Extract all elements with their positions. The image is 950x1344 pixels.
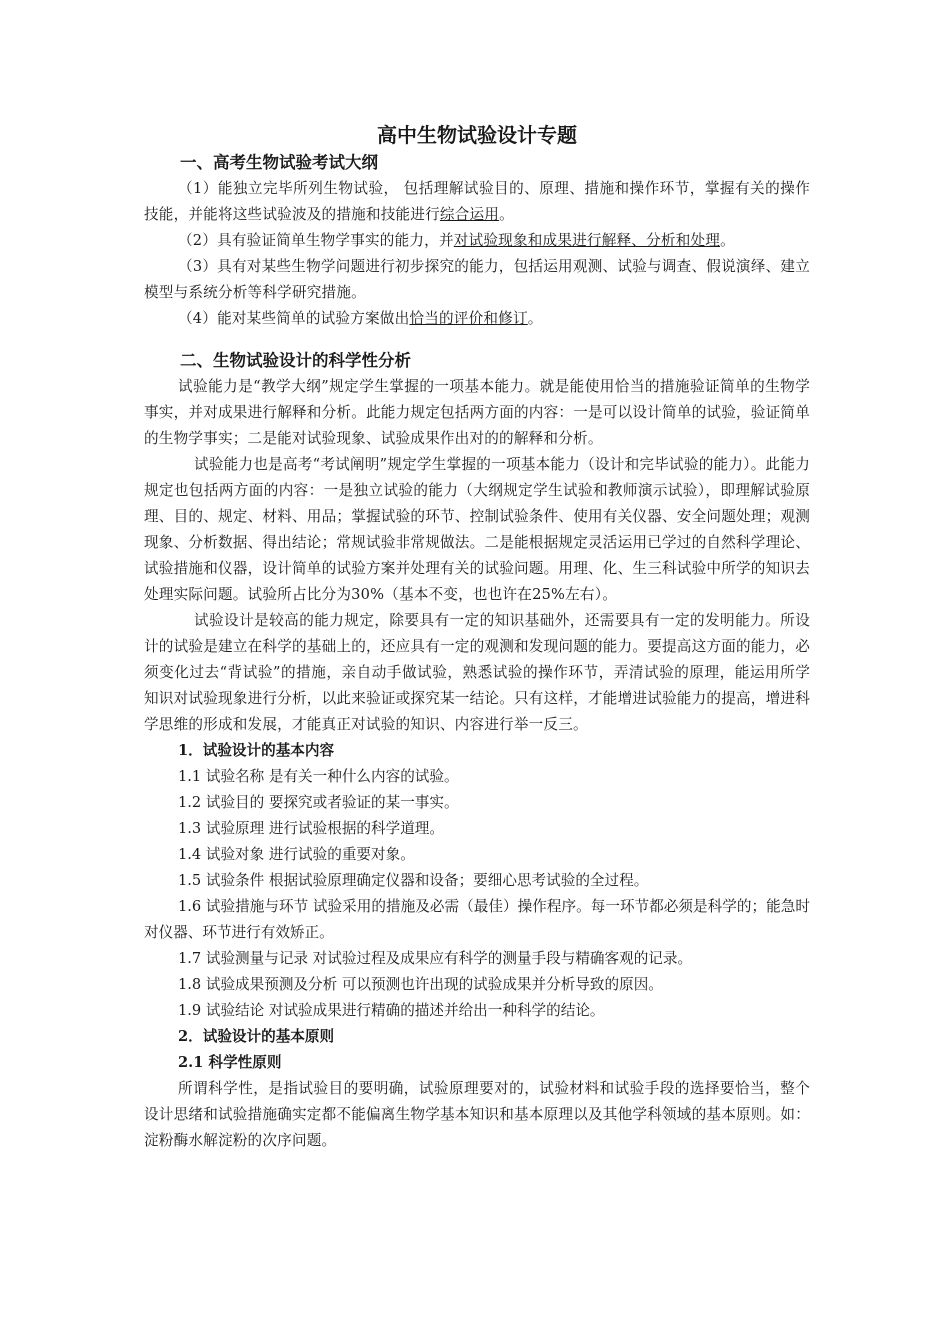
list-item: 1.1 试验名称 是有关一种什么内容的试验。 — [178, 768, 459, 785]
outline-item-3: （3）具有对某些生物学问题进行初步探究的能力，包括运用观测、试验与调查、假说演绎、建立模型与系统分析等科学研究措施。 — [144, 258, 810, 301]
outline-item-4: （4）能对某些简单的试验方案做出恰当的评价和修订。 — [178, 310, 543, 327]
list-item: 1.5 试验条件 根据试验原理确定仪器和设备；要细心思考试验的全过程。 — [178, 872, 649, 889]
document-title: 高中生物试验设计专题 — [377, 123, 577, 147]
paragraph: 试验能力是“教学大纲”规定学生掌握的一项基本能力。就是能使用恰当的措施验证简单的生物学事实，并对成果进行解释和分析。此能力规定包括两方面的内容：一是可以设计简单的试验，验证简单的生物学事实；二是能对试验现象、试验成果作出对的的解释和分析。 — [144, 378, 810, 447]
paragraph: 试验能力也是高考“考试阐明”规定学生掌握的一项基本能力（设计和完毕试验的能力）。此能力规定也包括两方面的内容：一是独立试验的能力（大纲规定学生试验和教师演示试验），即理解试验原理、目的、规定、材料、用品；掌握试验的环节、控制试验条件、使用有关仪器、安全问题处理；观测现象、分析数据、得出结论；常规试验非常规做法。二是能根据规定灵活运用已学过的自然科学理论、试验措施和仪器，设计简单的试验方案并处理有关的试验问题。用理、化、生三科试验中所学的知识去处理实际问题。试验所占比分为30%（基本不变，也也许在25%左右）。 — [144, 456, 810, 603]
outline-item-1: （1）能独立完毕所列生物试验， 包括理解试验目的、原理、措施和操作环节，掌握有关的操作技能，并能将这些试验波及的措施和技能进行综合运用。 — [144, 180, 810, 223]
list-item: 1.7 试验测量与记录 对试验过程及成果应有科学的测量手段与精确客观的记录。 — [178, 950, 693, 967]
underlined-phrase: 对试验现象和成果进行解释、分析和处理 — [453, 232, 721, 249]
outline-item-2: （2）具有验证简单生物学事实的能力，并对试验现象和成果进行解释、分析和处理。 — [178, 232, 735, 249]
section-2-heading: 二、生物试验设计的科学性分析 — [180, 351, 411, 370]
list-item: 1.3 试验原理 进行试验根据的科学道理。 — [178, 820, 444, 837]
paragraph: 试验设计是较高的能力规定，除要具有一定的知识基础外，还需要具有一定的发明能力。所设计的试验是建立在科学的基础上的，还应具有一定的观测和发现问题的能力。要提高这方面的能力，必须变化过去“背试验”的措施，亲自动手做试验，熟悉试验的操作环节，弄清试验的原理，能运用所学知识对试验现象进行分析，以此来验证或探究某一结论。只有这样，才能增进试验能力的提高，增进科学思维的形成和发展，才能真正对试验的知识、内容进行举一反三。 — [144, 612, 810, 733]
subsection-heading: 1．试验设计的基本内容 — [178, 742, 335, 759]
list-item: 1.4 试验对象 进行试验的重要对象。 — [178, 846, 415, 863]
subsection-heading: 2．试验设计的基本原则 — [178, 1028, 335, 1045]
underlined-phrase: 恰当的评价和修订 — [409, 310, 528, 327]
section-1-heading: 一、高考生物试验考试大纲 — [180, 153, 378, 172]
list-item: 1.2 试验目的 要探究或者验证的某一事实。 — [178, 794, 459, 811]
underlined-phrase: 综合运用 — [439, 206, 500, 223]
list-item: 1.8 试验成果预测及分析 可以预测也许出现的试验成果并分析导致的原因。 — [178, 976, 663, 993]
document-page — [144, 120, 810, 1154]
list-item: 1.9 试验结论 对试验成果进行精确的描述并给出一种科学的结论。 — [178, 1002, 605, 1019]
subsection-heading: 2.1 科学性原则 — [178, 1054, 282, 1071]
list-item: 1.6 试验措施与环节 试验采用的措施及必需（最佳）操作程序。每一环节都必须是科学的；能急时对仪器、环节进行有效矫正。 — [144, 898, 810, 941]
paragraph: 所谓科学性，是指试验目的要明确，试验原理要对的，试验材料和试验手段的选择要恰当，整个设计思绪和试验措施确实定都不能偏离生物学基本知识和基本原理以及其他学科领域的基本原则。如：淀粉酶水解淀粉的次序问题。 — [144, 1080, 810, 1149]
